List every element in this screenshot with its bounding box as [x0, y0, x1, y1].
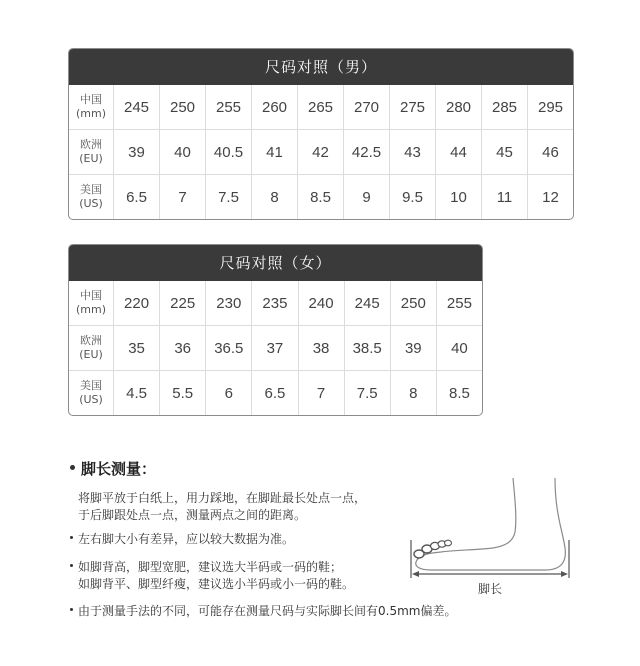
- table-row: [69, 281, 482, 325]
- row-header-unit: (mm): [75, 107, 106, 120]
- measure-paragraph-4: [70, 603, 456, 620]
- size-cell: 39: [391, 326, 437, 370]
- measure-paragraph-1: [70, 490, 366, 524]
- size-cell: 245: [114, 85, 160, 129]
- size-cell: 38: [299, 326, 345, 370]
- size-cell: 12: [542, 188, 559, 206]
- men-size-table: [68, 48, 574, 220]
- measure-section-title: [70, 458, 156, 479]
- measure-p1-line1: 将脚平放于白纸上，用力踩地，在脚趾最长处点一点，: [78, 491, 367, 505]
- size-cell: 245: [345, 281, 391, 325]
- size-cell: 40: [451, 339, 468, 357]
- row-header-label: 中国: [80, 289, 102, 302]
- size-cell: 270: [344, 85, 390, 129]
- size-cell: 36.5: [206, 326, 252, 370]
- size-cell: 40: [160, 130, 206, 174]
- size-cell: 265: [298, 85, 344, 129]
- foot-length-label: 脚长: [478, 582, 503, 596]
- measure-p3-line2: 如脚背平、脚型纤瘦，建议选小半码或小一码的鞋。: [78, 577, 355, 591]
- size-cell: 295: [537, 98, 564, 116]
- bullet-icon: [70, 608, 73, 611]
- size-cell: 8: [391, 371, 437, 415]
- size-cell: 225: [160, 281, 206, 325]
- men-table-rows: [69, 85, 573, 219]
- size-cell: 240: [299, 281, 345, 325]
- measure-paragraph-2: [70, 531, 294, 548]
- size-cell: 275: [390, 85, 436, 129]
- row-header: [69, 175, 114, 219]
- table-row: [69, 85, 573, 129]
- measure-p3-line1: 如脚背高，脚型宽肥，建议选大半码或一码的鞋；: [78, 560, 343, 574]
- size-cell: 280: [436, 85, 482, 129]
- measure-title-text: 脚长测量：: [81, 460, 157, 478]
- size-cell: 44: [436, 130, 482, 174]
- row-header-unit: (US): [79, 197, 103, 210]
- row-header: [69, 326, 114, 370]
- size-cell: 42.5: [344, 130, 390, 174]
- women-size-table: [68, 244, 483, 416]
- row-header-label: 欧洲: [80, 138, 102, 151]
- size-cell: 7.5: [206, 175, 252, 219]
- row-header-label: 美国: [80, 183, 102, 196]
- size-cell: 4.5: [114, 371, 160, 415]
- women-table-title: 尺码对照（女）: [69, 245, 482, 281]
- row-header: [69, 281, 114, 325]
- size-cell: 260: [252, 85, 298, 129]
- size-cell: 36: [160, 326, 206, 370]
- row-header: [69, 85, 114, 129]
- row-header-label: 欧洲: [80, 334, 102, 347]
- size-cell: 8.5: [298, 175, 344, 219]
- size-cell: 46: [542, 143, 559, 161]
- size-cell: 230: [206, 281, 252, 325]
- row-header: [69, 130, 114, 174]
- size-cell: 43: [390, 130, 436, 174]
- row-header-unit: (EU): [79, 152, 103, 165]
- size-cell: 220: [114, 281, 160, 325]
- size-cell: 7.5: [345, 371, 391, 415]
- size-cell: 41: [252, 130, 298, 174]
- measure-p1-line2: 于后脚跟处点一点，测量两点之间的距离。: [78, 508, 307, 522]
- table-row: [69, 129, 573, 174]
- size-cell: 250: [160, 85, 206, 129]
- size-cell: 285: [482, 85, 528, 129]
- size-cell: 42: [298, 130, 344, 174]
- men-table-title: 尺码对照（男）: [69, 49, 573, 85]
- bullet-icon: [70, 465, 75, 470]
- measure-paragraph-3: [70, 559, 354, 593]
- size-cell: 37: [252, 326, 298, 370]
- size-cell: 7: [160, 175, 206, 219]
- row-header-unit: (US): [79, 393, 103, 406]
- size-cell: 255: [206, 85, 252, 129]
- size-cell: 9.5: [390, 175, 436, 219]
- size-cell: 6: [206, 371, 252, 415]
- size-cell: 250: [391, 281, 437, 325]
- size-cell: 38.5: [345, 326, 391, 370]
- size-cell: 6.5: [114, 175, 160, 219]
- table-row: [69, 325, 482, 370]
- table-row: [69, 370, 482, 415]
- size-cell: 235: [252, 281, 298, 325]
- measure-p2-text: 左右脚大小有差异，应以较大数据为准。: [78, 532, 295, 546]
- bullet-icon: [70, 564, 73, 567]
- measure-p4-text: 由于测量手法的不同，可能存在测量尺码与实际脚长间有0.5mm偏差。: [78, 604, 457, 618]
- size-cell: 45: [482, 130, 528, 174]
- row-header: [69, 371, 114, 415]
- size-cell: 5.5: [160, 371, 206, 415]
- size-cell: 255: [446, 294, 472, 312]
- row-header-unit: (mm): [75, 303, 106, 316]
- size-cell: 9: [344, 175, 390, 219]
- row-header-label: 美国: [80, 379, 102, 392]
- size-cell: 7: [299, 371, 345, 415]
- size-cell: 39: [114, 130, 160, 174]
- size-cell: 8.5: [449, 384, 470, 402]
- size-cell: 10: [436, 175, 482, 219]
- row-header-label: 中国: [80, 93, 102, 106]
- women-table-rows: [69, 281, 482, 415]
- bullet-icon: [70, 536, 73, 539]
- table-row: [69, 174, 573, 219]
- size-cell: 6.5: [252, 371, 298, 415]
- size-cell: 11: [482, 175, 528, 219]
- size-cell: 8: [252, 175, 298, 219]
- row-header-unit: (EU): [79, 348, 103, 361]
- size-cell: 40.5: [206, 130, 252, 174]
- size-cell: 35: [114, 326, 160, 370]
